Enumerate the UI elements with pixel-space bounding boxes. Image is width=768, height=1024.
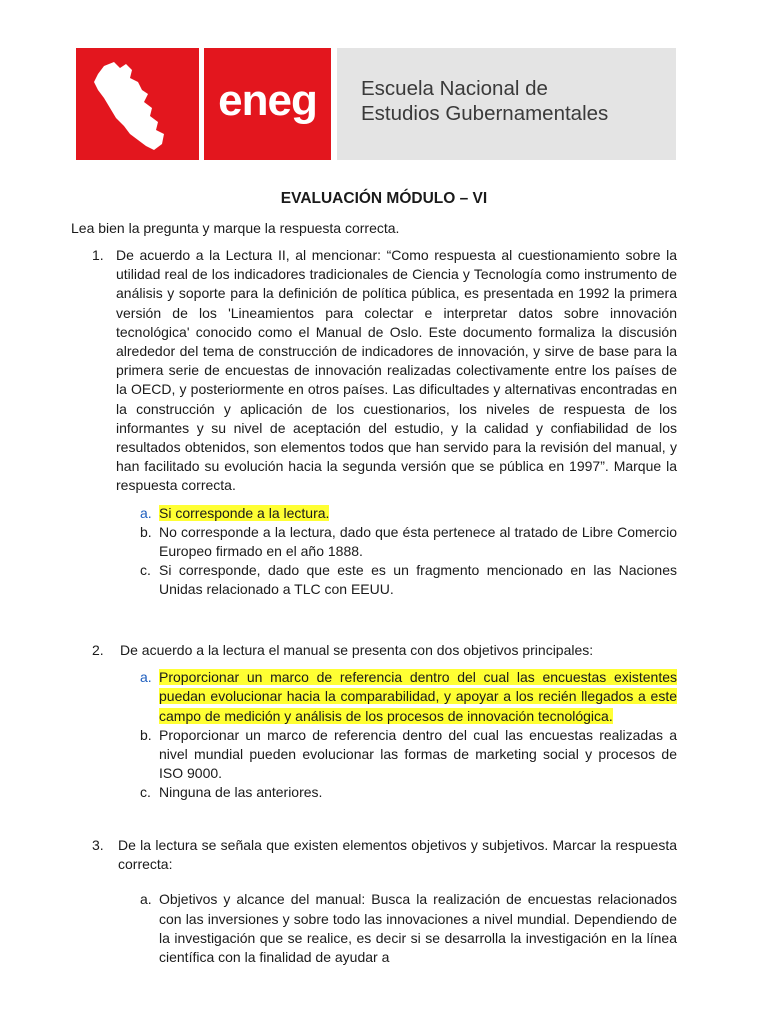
page-title: EVALUACIÓN MÓDULO – VI [280,190,488,207]
option-letter: a. [140,891,152,908]
option-text: Si corresponde a la lectura. [159,504,330,521]
question-text: De acuerdo a la lectura el manual se presenta con dos objetivos principales: [120,642,594,658]
option-letter: b. [140,726,152,743]
option-letter: c. [140,562,151,579]
option-b[interactable] [140,523,677,561]
options-list [140,890,677,967]
option-letter: a. [140,504,152,521]
option-a[interactable] [140,890,677,967]
question-text: De acuerdo a la Lectura II, al mencionar: “Como respuesta al cuestionamiento sobre la utilidad real de los indicadores tradicionales de Ciencia y Tecnología como instrumento de análisis y soporte para la definición de política pública, es presentada en 1992 la primera versión de los 'Lineamientos para colectar e interpretar datos sobre innovación tecnológica' conocido como el Manual de Oslo. Este documento formaliza la discusión alrededor del tema de construcción de indicadores de innovación, y sirve de base para la primera serie de encuestas de innovación realizadas colectivamente entre los países de la OECD, y posteriormente en otros países. Las dificultades y alternativas encontradas en la construcción y aplicación de los cuestionarios, los niveles de respuesta de los informantes y su nivel de aceptación del estudio, y la calidad y confiabilidad de los resultados obtenidos, son elementos todos que han servido para la revisión del manual, y han facilitado su evolución hacia la segunda versión que se pública en 1997”. Marque la respuesta correcta. [116,247,677,494]
school-name-line-1: Escuela Nacional de [361,77,548,100]
question-number: 2. [92,642,104,658]
option-c[interactable] [140,561,677,599]
options-list [140,504,677,600]
question-1 [92,246,677,600]
option-a[interactable] [140,668,677,726]
option-b[interactable] [140,726,677,784]
options-list [140,668,677,802]
option-text: Objetivos y alcance del manual: Busca la realización de encuestas relacionados con las inversiones y sobre todo las innovaciones a nivel mundial. Dependiendo de la investigación que se realice, es decir si se desarrolla la investigación en la línea científica con la finalidad de ayudar a [159,891,677,966]
school-name-line-2: Estudios Gubernamentales [361,102,609,125]
school-name-box [337,48,676,160]
question-number: 3. [92,837,104,853]
map-logo-box [76,48,199,160]
question-number: 1. [92,247,104,263]
question-2 [92,641,677,803]
option-letter: c. [140,784,151,801]
header-banner [76,48,676,160]
peru-map-icon [86,60,176,152]
option-text: Ninguna de las anteriores. [159,784,323,801]
question-text: De la lectura se señala que existen elementos objetivos y subjetivos. Marcar la respuesta correcta: [118,837,677,873]
brand-name: eneg [218,76,317,125]
option-text: Proporcionar un marco de referencia dentro del cual las encuestas existentes puedan evolucionar hacia la comparabilidad, y apoyar a los recién llegados a este campo de medición y análisis de los procesos de innovación tecnológica. [159,669,677,724]
option-c[interactable] [140,783,677,802]
option-text: Si corresponde, dado que este es un fragmento mencionado en las Naciones Unidas relacionado a TLC con EEUU. [159,562,677,598]
instructions: Lea bien la pregunta y marque la respuesta correcta. [71,220,400,236]
option-letter: a. [140,669,152,686]
question-3 [92,836,677,967]
brand-logo [204,48,331,160]
option-a[interactable] [140,504,677,523]
option-text: No corresponde a la lectura, dado que ésta pertenece al tratado de Libre Comercio Europeo firmado en el año 1888. [159,523,677,560]
option-letter: b. [140,523,152,540]
option-text: Proporcionar un marco de referencia dentro del cual las encuestas realizadas a nivel mundial pueden evolucionar las formas de marketing social y procesos de ISO 9000. [159,726,677,782]
